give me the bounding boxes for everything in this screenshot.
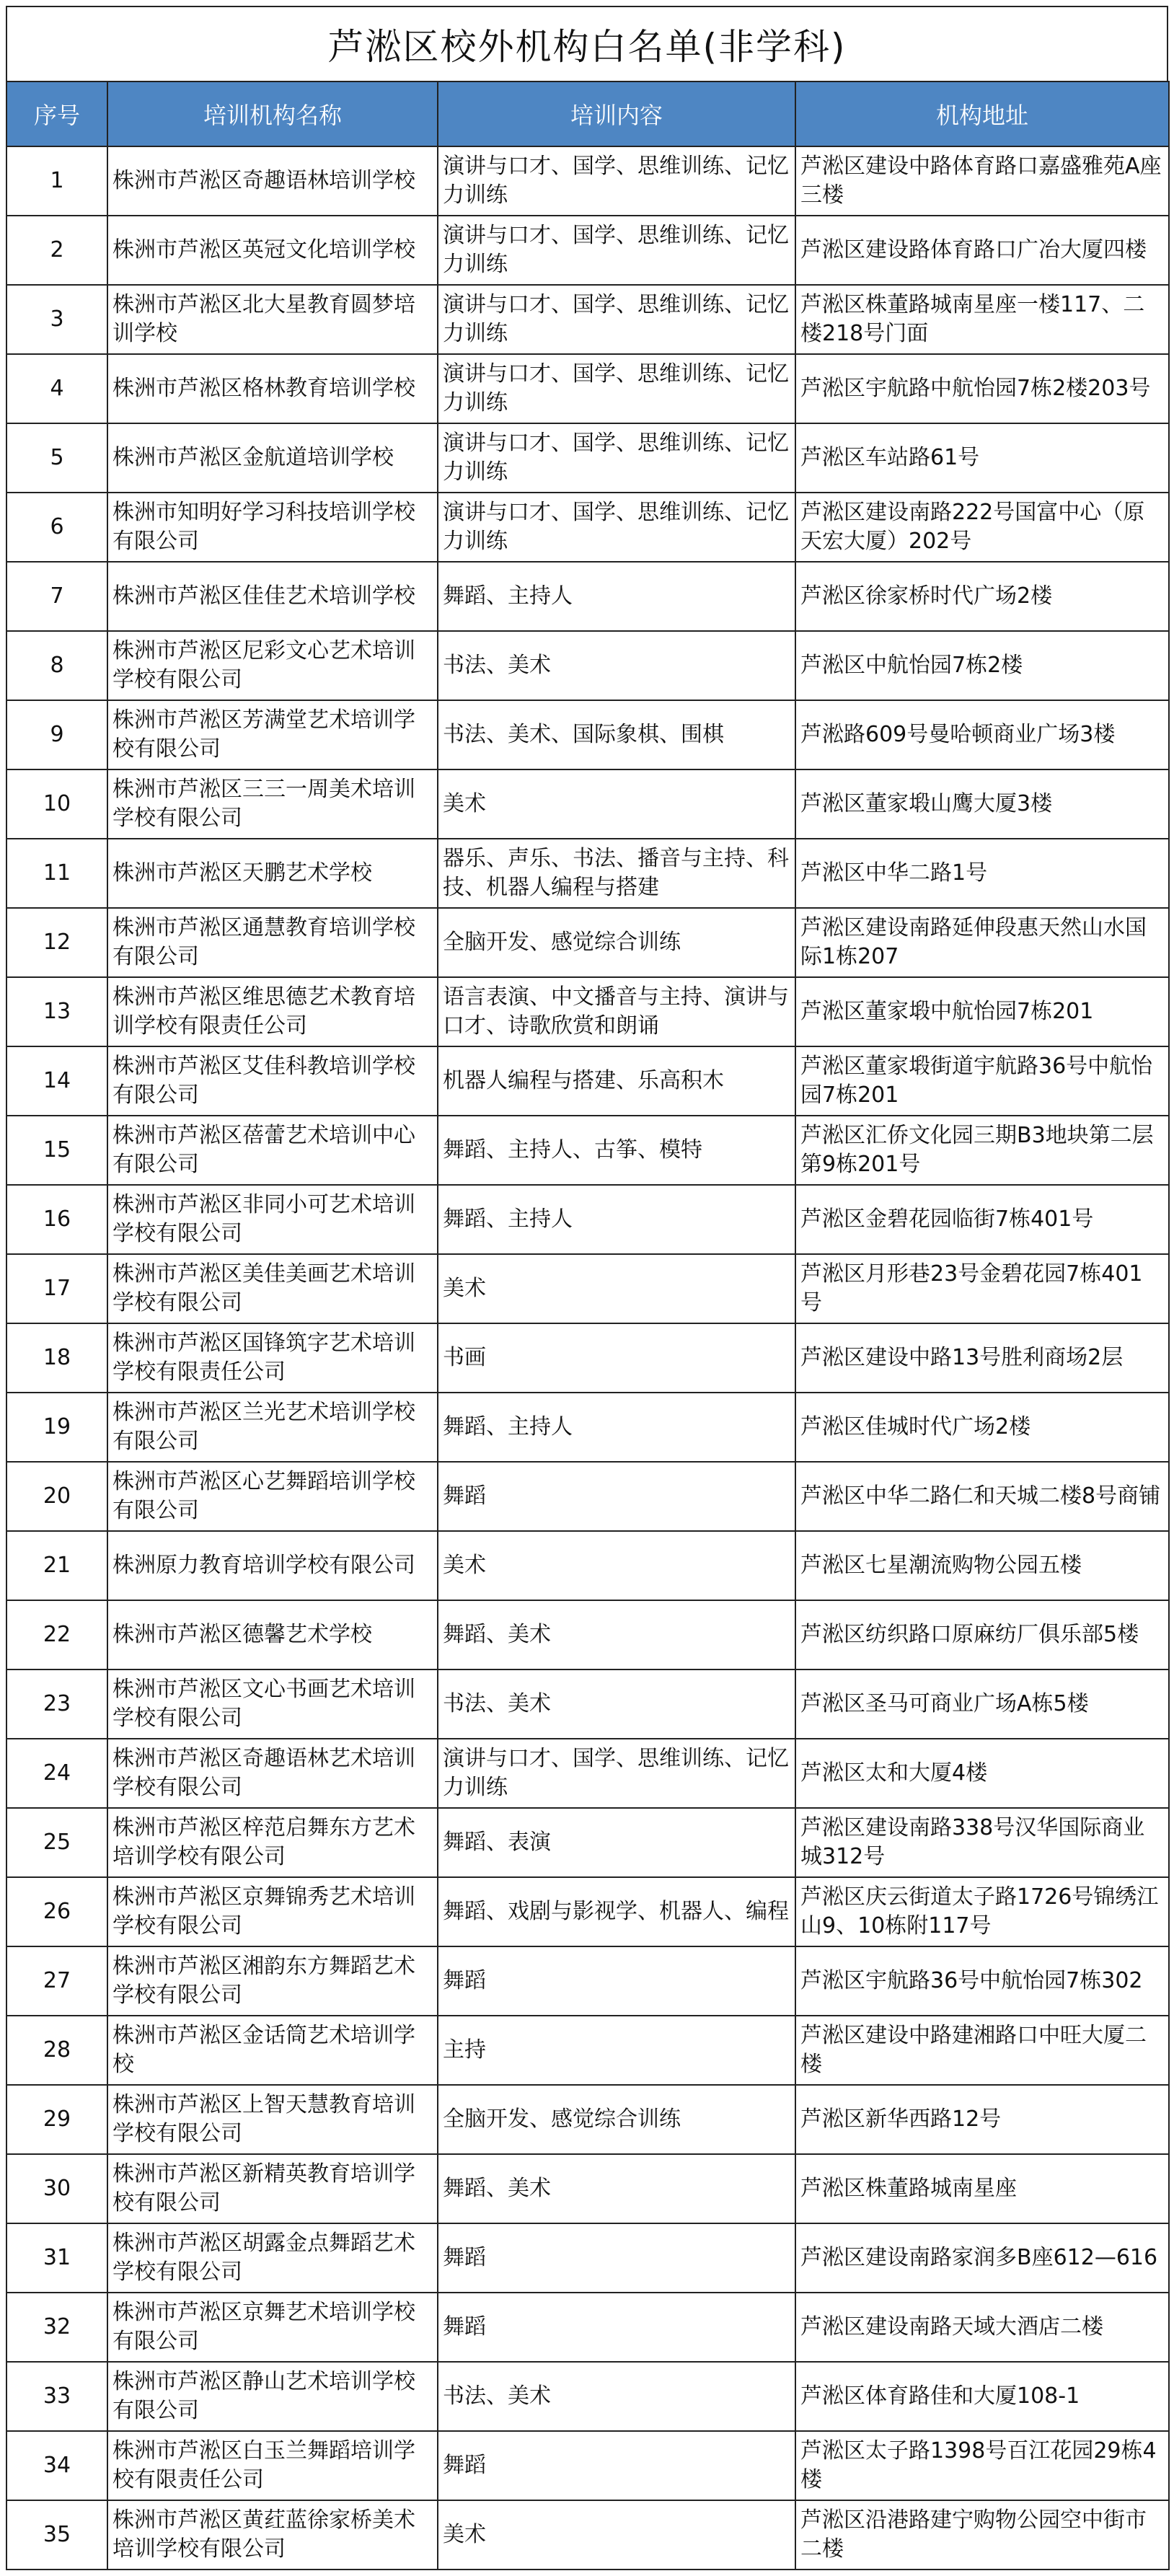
cell-index: 9 — [6, 700, 107, 769]
cell-index: 22 — [6, 1600, 107, 1669]
cell-content: 舞蹈、表演 — [438, 1808, 795, 1877]
cell-name: 株洲市芦淞区金话筒艺术培训学校 — [107, 2016, 438, 2085]
table-row — [6, 216, 1169, 285]
cell-index: 32 — [6, 2293, 107, 2362]
cell-name: 株洲市芦淞区湘韵东方舞蹈艺术学校有限公司 — [107, 1946, 438, 2016]
cell-name: 株洲市芦淞区芳满堂艺术培训学校有限公司 — [107, 700, 438, 769]
cell-name: 株洲市芦淞区文心书画艺术培训学校有限公司 — [107, 1669, 438, 1739]
table-row — [6, 839, 1169, 908]
cell-content: 主持 — [438, 2016, 795, 2085]
cell-name: 株洲市芦淞区黄荭蓝徐家桥美术培训学校有限公司 — [107, 2500, 438, 2570]
cell-address: 芦淞区金碧花园临街7栋401号 — [795, 1185, 1169, 1254]
table-row — [6, 2293, 1169, 2362]
cell-address: 芦淞区董家塅街道宇航路36号中航怡园7栋201 — [795, 1046, 1169, 1116]
cell-content: 演讲与口才、国学、思维训练、记忆力训练 — [438, 1739, 795, 1808]
cell-content: 演讲与口才、国学、思维训练、记忆力训练 — [438, 285, 795, 354]
cell-address: 芦淞区月形巷23号金碧花园7栋401号 — [795, 1254, 1169, 1323]
cell-index: 24 — [6, 1739, 107, 1808]
table-row — [6, 2362, 1169, 2431]
cell-address: 芦淞区中华二路仁和天城二楼8号商铺 — [795, 1462, 1169, 1531]
cell-content: 舞蹈 — [438, 1946, 795, 2016]
cell-content: 美术 — [438, 769, 795, 839]
table-row — [6, 1323, 1169, 1393]
cell-index: 20 — [6, 1462, 107, 1531]
cell-name: 株洲市知明好学习科技培训学校有限公司 — [107, 493, 438, 562]
cell-name: 株洲市芦淞区兰光艺术培训学校有限公司 — [107, 1393, 438, 1462]
cell-index: 6 — [6, 493, 107, 562]
cell-index: 1 — [6, 146, 107, 216]
cell-address: 芦淞区沿港路建宁购物公园空中街市二楼 — [795, 2500, 1169, 2570]
cell-index: 8 — [6, 631, 107, 700]
cell-content: 器乐、声乐、书法、播音与主持、科技、机器人编程与搭建 — [438, 839, 795, 908]
cell-index: 25 — [6, 1808, 107, 1877]
cell-address: 芦淞区汇侨文化园三期B3地块第二层第9栋201号 — [795, 1116, 1169, 1185]
cell-content: 舞蹈 — [438, 2293, 795, 2362]
cell-index: 12 — [6, 908, 107, 977]
table-row — [6, 2500, 1169, 2570]
cell-content: 舞蹈、美术 — [438, 2154, 795, 2223]
cell-name: 株洲市芦淞区德馨艺术学校 — [107, 1600, 438, 1669]
cell-address: 芦淞区车站路61号 — [795, 423, 1169, 493]
cell-name: 株洲市芦淞区上智天慧教育培训学校有限公司 — [107, 2085, 438, 2154]
header-name: 培训机构名称 — [107, 81, 438, 146]
cell-content: 美术 — [438, 1531, 795, 1600]
cell-index: 33 — [6, 2362, 107, 2431]
cell-address: 芦淞区太子路1398号百江花园29栋4楼 — [795, 2431, 1169, 2500]
cell-index: 31 — [6, 2223, 107, 2293]
header-content: 培训内容 — [438, 81, 795, 146]
cell-address: 芦淞区建设南路222号国富中心（原天宏大厦）202号 — [795, 493, 1169, 562]
cell-content: 美术 — [438, 1254, 795, 1323]
cell-name: 株洲市芦淞区英冠文化培训学校 — [107, 216, 438, 285]
cell-index: 28 — [6, 2016, 107, 2085]
table-row — [6, 285, 1169, 354]
cell-name: 株洲市芦淞区艾佳科教培训学校有限公司 — [107, 1046, 438, 1116]
cell-name: 株洲市芦淞区非同小可艺术培训学校有限公司 — [107, 1185, 438, 1254]
cell-name: 株洲市芦淞区天鹏艺术学校 — [107, 839, 438, 908]
cell-address: 芦淞区建设中路体育路口嘉盛雅苑A座三楼 — [795, 146, 1169, 216]
cell-address: 芦淞区建设中路建湘路口中旺大厦二楼 — [795, 2016, 1169, 2085]
cell-content: 舞蹈、主持人 — [438, 562, 795, 631]
cell-name: 株洲市芦淞区新精英教育培训学校有限公司 — [107, 2154, 438, 2223]
cell-address: 芦淞路609号曼哈顿商业广场3楼 — [795, 700, 1169, 769]
table-row — [6, 2016, 1169, 2085]
cell-address: 芦淞区董家塅中航怡园7栋201 — [795, 977, 1169, 1046]
cell-content: 书法、美术 — [438, 1669, 795, 1739]
table-row — [6, 354, 1169, 423]
cell-content: 演讲与口才、国学、思维训练、记忆力训练 — [438, 216, 795, 285]
cell-name: 株洲市芦淞区格林教育培训学校 — [107, 354, 438, 423]
cell-index: 19 — [6, 1393, 107, 1462]
cell-index: 27 — [6, 1946, 107, 2016]
cell-content: 舞蹈 — [438, 2223, 795, 2293]
cell-index: 23 — [6, 1669, 107, 1739]
cell-address: 芦淞区庆云街道太子路1726号锦绣江山9、10栋附117号 — [795, 1877, 1169, 1946]
table-row — [6, 2223, 1169, 2293]
cell-content: 舞蹈 — [438, 1462, 795, 1531]
cell-index: 35 — [6, 2500, 107, 2570]
cell-index: 34 — [6, 2431, 107, 2500]
cell-index: 3 — [6, 285, 107, 354]
cell-index: 14 — [6, 1046, 107, 1116]
cell-content: 演讲与口才、国学、思维训练、记忆力训练 — [438, 354, 795, 423]
cell-content: 语言表演、中文播音与主持、演讲与口才、诗歌欣赏和朗诵 — [438, 977, 795, 1046]
table-row — [6, 2431, 1169, 2500]
cell-content: 演讲与口才、国学、思维训练、记忆力训练 — [438, 493, 795, 562]
table-row — [6, 1531, 1169, 1600]
table-row — [6, 1393, 1169, 1462]
whitelist-sheet — [6, 6, 1168, 2570]
cell-address: 芦淞区新华西路12号 — [795, 2085, 1169, 2154]
cell-index: 11 — [6, 839, 107, 908]
cell-index: 30 — [6, 2154, 107, 2223]
table-row — [6, 769, 1169, 839]
cell-address: 芦淞区太和大厦4楼 — [795, 1739, 1169, 1808]
cell-index: 7 — [6, 562, 107, 631]
cell-index: 15 — [6, 1116, 107, 1185]
header-index: 序号 — [6, 81, 107, 146]
cell-name: 株洲市芦淞区胡露金点舞蹈艺术学校有限公司 — [107, 2223, 438, 2293]
cell-content: 书法、美术 — [438, 631, 795, 700]
cell-address: 芦淞区七星潮流购物公园五楼 — [795, 1531, 1169, 1600]
cell-index: 16 — [6, 1185, 107, 1254]
cell-address: 芦淞区建设南路延伸段惠天然山水国际1栋207 — [795, 908, 1169, 977]
table-row — [6, 1462, 1169, 1531]
cell-name: 株洲市芦淞区维思德艺术教育培训学校有限责任公司 — [107, 977, 438, 1046]
cell-address: 芦淞区建设中路13号胜利商场2层 — [795, 1323, 1169, 1393]
cell-address: 芦淞区建设南路天域大酒店二楼 — [795, 2293, 1169, 2362]
table-row — [6, 1739, 1169, 1808]
table-row — [6, 423, 1169, 493]
cell-name: 株洲市芦淞区通慧教育培训学校有限公司 — [107, 908, 438, 977]
cell-content: 机器人编程与搭建、乐高积木 — [438, 1046, 795, 1116]
cell-content: 舞蹈、主持人、古筝、模特 — [438, 1116, 795, 1185]
cell-address: 芦淞区宇航路中航怡园7栋2楼203号 — [795, 354, 1169, 423]
cell-address: 芦淞区中华二路1号 — [795, 839, 1169, 908]
cell-address: 芦淞区株董路城南星座 — [795, 2154, 1169, 2223]
cell-content: 舞蹈、主持人 — [438, 1185, 795, 1254]
cell-content: 演讲与口才、国学、思维训练、记忆力训练 — [438, 146, 795, 216]
cell-address: 芦淞区宇航路36号中航怡园7栋302 — [795, 1946, 1169, 2016]
table-row — [6, 493, 1169, 562]
cell-name: 株洲市芦淞区梓范启舞东方艺术培训学校有限公司 — [107, 1808, 438, 1877]
cell-index: 13 — [6, 977, 107, 1046]
cell-content: 舞蹈、主持人 — [438, 1393, 795, 1462]
cell-address: 芦淞区圣马可商业广场A栋5楼 — [795, 1669, 1169, 1739]
cell-name: 株洲市芦淞区尼彩文心艺术培训学校有限公司 — [107, 631, 438, 700]
table-row — [6, 631, 1169, 700]
cell-content: 演讲与口才、国学、思维训练、记忆力训练 — [438, 423, 795, 493]
table-row — [6, 1808, 1169, 1877]
cell-content: 书法、美术 — [438, 2362, 795, 2431]
cell-address: 芦淞区董家塅山鹰大厦3楼 — [795, 769, 1169, 839]
cell-address: 芦淞区佳城时代广场2楼 — [795, 1393, 1169, 1462]
cell-name: 株洲市芦淞区京舞锦秀艺术培训学校有限公司 — [107, 1877, 438, 1946]
cell-name: 株洲市芦淞区奇趣语林培训学校 — [107, 146, 438, 216]
cell-index: 5 — [6, 423, 107, 493]
table-row — [6, 1185, 1169, 1254]
cell-content: 书画 — [438, 1323, 795, 1393]
table-row — [6, 2085, 1169, 2154]
cell-name: 株洲市芦淞区白玉兰舞蹈培训学校有限责任公司 — [107, 2431, 438, 2500]
cell-name: 株洲市芦淞区静山艺术培训学校有限公司 — [107, 2362, 438, 2431]
table-body — [6, 146, 1169, 2570]
cell-address: 芦淞区建设路体育路口广冶大厦四楼 — [795, 216, 1169, 285]
cell-index: 26 — [6, 1877, 107, 1946]
cell-index: 21 — [6, 1531, 107, 1600]
cell-name: 株洲市芦淞区心艺舞蹈培训学校有限公司 — [107, 1462, 438, 1531]
table-row — [6, 1116, 1169, 1185]
cell-content: 全脑开发、感觉综合训练 — [438, 2085, 795, 2154]
cell-name: 株洲市芦淞区北大星教育圆梦培训学校 — [107, 285, 438, 354]
cell-name: 株洲市芦淞区金航道培训学校 — [107, 423, 438, 493]
cell-address: 芦淞区徐家桥时代广场2楼 — [795, 562, 1169, 631]
cell-content: 美术 — [438, 2500, 795, 2570]
table-row — [6, 1046, 1169, 1116]
table-row — [6, 562, 1169, 631]
cell-content: 舞蹈 — [438, 2431, 795, 2500]
cell-index: 10 — [6, 769, 107, 839]
header-row — [6, 81, 1169, 146]
cell-index: 29 — [6, 2085, 107, 2154]
cell-content: 舞蹈、戏剧与影视学、机器人、编程 — [438, 1877, 795, 1946]
table-row — [6, 908, 1169, 977]
table-row — [6, 977, 1169, 1046]
table-row — [6, 700, 1169, 769]
cell-address: 芦淞区体育路佳和大厦108-1 — [795, 2362, 1169, 2431]
cell-name: 株洲市芦淞区国锋筑字艺术培训学校有限责任公司 — [107, 1323, 438, 1393]
cell-address: 芦淞区纺织路口原麻纺厂俱乐部5楼 — [795, 1600, 1169, 1669]
whitelist-table — [6, 81, 1170, 2570]
cell-address: 芦淞区中航怡园7栋2楼 — [795, 631, 1169, 700]
cell-content: 全脑开发、感觉综合训练 — [438, 908, 795, 977]
table-row — [6, 1946, 1169, 2016]
cell-name: 株洲市芦淞区京舞艺术培训学校有限公司 — [107, 2293, 438, 2362]
table-row — [6, 146, 1169, 216]
table-row — [6, 1254, 1169, 1323]
cell-name: 株洲市芦淞区蓓蕾艺术培训中心有限公司 — [107, 1116, 438, 1185]
cell-name: 株洲市芦淞区佳佳艺术培训学校 — [107, 562, 438, 631]
header-address: 机构地址 — [795, 81, 1169, 146]
cell-index: 18 — [6, 1323, 107, 1393]
cell-name: 株洲市芦淞区奇趣语林艺术培训学校有限公司 — [107, 1739, 438, 1808]
table-row — [6, 1669, 1169, 1739]
cell-name: 株洲市芦淞区三三一周美术培训学校有限公司 — [107, 769, 438, 839]
table-row — [6, 1600, 1169, 1669]
cell-content: 书法、美术、国际象棋、围棋 — [438, 700, 795, 769]
cell-address: 芦淞区建设南路338号汉华国际商业城312号 — [795, 1808, 1169, 1877]
cell-address: 芦淞区株董路城南星座一楼117、二楼218号门面 — [795, 285, 1169, 354]
cell-name: 株洲原力教育培训学校有限公司 — [107, 1531, 438, 1600]
cell-name: 株洲市芦淞区美佳美画艺术培训学校有限公司 — [107, 1254, 438, 1323]
cell-index: 4 — [6, 354, 107, 423]
cell-address: 芦淞区建设南路家润多B座612—616 — [795, 2223, 1169, 2293]
cell-content: 舞蹈、美术 — [438, 1600, 795, 1669]
cell-index: 17 — [6, 1254, 107, 1323]
cell-index: 2 — [6, 216, 107, 285]
table-row — [6, 2154, 1169, 2223]
page-title: 芦淞区校外机构白名单(非学科) — [6, 6, 1168, 81]
table-row — [6, 1877, 1169, 1946]
